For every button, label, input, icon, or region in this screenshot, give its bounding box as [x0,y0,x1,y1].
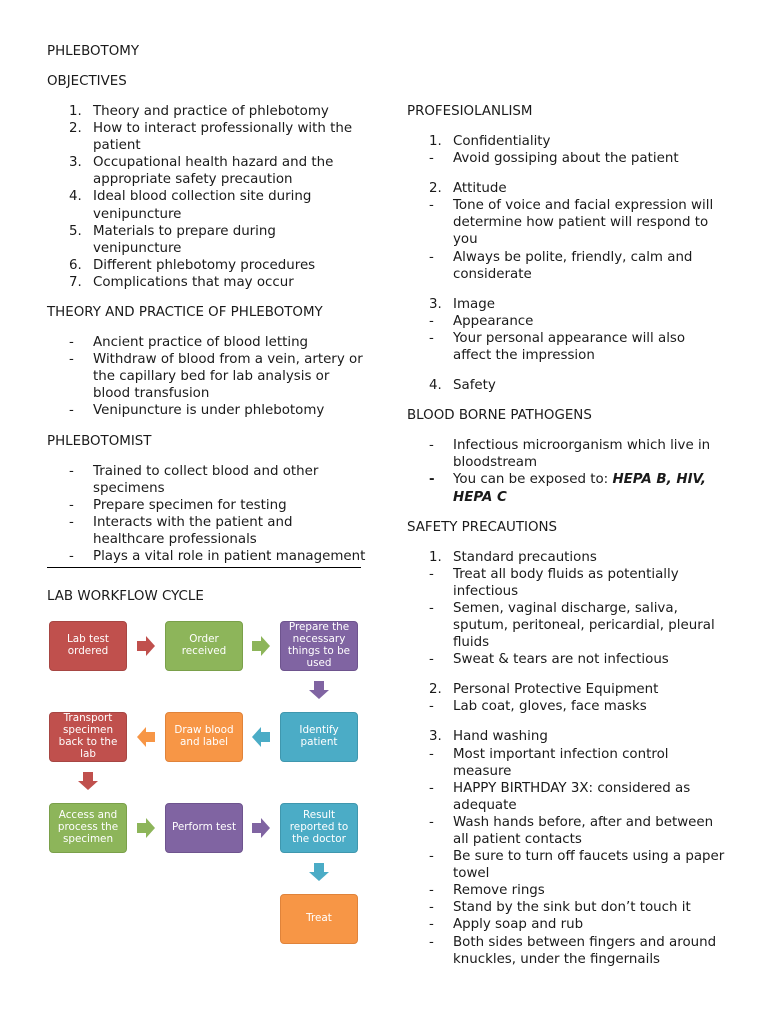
list-item: - Avoid gossiping about the patient [429,151,679,167]
list-item: - Tone of voice and facial expression will determine how patient will respond to you [429,198,714,248]
list-item: 3. Image [429,296,495,312]
safety-heading: SAFETY PRECAUTIONS [407,519,558,535]
safety-section-2 [407,681,727,715]
step-access-process: Access and process the specimen [49,803,127,853]
list-item: - Apply soap and rub [429,917,584,933]
list-item: - Sweat & tears are not infectious [429,652,669,668]
arrow-left-icon [251,727,271,747]
list-item: 5. Materials to prepare during venipuncture [69,223,276,256]
list-item: - Most important infection control measure [429,746,669,779]
phlebotomist-list [47,463,367,566]
bloodborne-heading: BLOOD BORNE PATHOGENS [407,408,592,424]
list-item: 1. Confidentiality [429,134,551,149]
list-item: - Lab coat, gloves, face masks [429,699,647,715]
arrow-down-icon [78,771,98,791]
arrow-left-icon [136,727,156,747]
list-item: - Remove rings [429,883,545,899]
step-lab-test-ordered: Lab test ordered [49,621,127,671]
list-item: - Your personal appearance will also affect the impression [429,330,686,364]
professionalism-section-3 [407,296,727,364]
list-item: 2. How to interact professionally with the patient [69,121,353,154]
list-item: - Both sides between fingers and around knuckles, under the fingernails [429,934,717,967]
theory-heading: THEORY AND PRACTICE OF PHLEBOTOMY [47,305,323,321]
theory-list [47,334,367,419]
step-identify-patient: Identify patient [280,712,358,762]
step-order-received: Order received [165,621,243,671]
step-draw-blood: Draw blood and label [165,712,243,762]
objectives-heading: OBJECTIVES [47,74,127,89]
left-column [47,43,367,618]
list-item: 4. Safety [429,378,496,394]
list-item: 1. Standard precautions [429,549,597,565]
list-item: - Prepare specimen for testing [69,497,287,513]
list-item: 1. Theory and practice of phlebotomy [69,104,329,119]
arrow-down-icon [309,680,329,700]
page-title: PHLEBOTOMY [47,44,140,59]
list-item: - Ancient practice of blood letting [69,335,309,351]
arrow-right-icon [251,818,271,838]
list-item: 3. Hand washing [429,729,548,745]
safety-section-1 [407,549,727,669]
list-item: - Appearance [429,313,534,329]
list-item: 6. Different phlebotomy procedures [69,257,316,273]
phlebotomist-heading: PHLEBOTOMIST [47,433,152,449]
step-result-reported: Result reported to the doctor [280,803,358,853]
list-item: 2. Personal Protective Equipment [429,682,659,698]
bloodborne-list [407,437,727,505]
list-item: 4. Ideal blood collection site during venipuncture [69,189,312,222]
professionalism-heading: PROFESIOLANLISM [407,104,533,119]
arrow-right-icon [136,636,156,656]
lab-workflow-heading: LAB WORKFLOW CYCLE [47,589,204,605]
list-item: 3. Occupational health hazard and the appropriate safety precaution [69,155,334,188]
professionalism-section-1 [407,133,727,167]
arrow-down-icon [309,862,329,882]
professionalism-section-4 [407,377,727,394]
step-transport-specimen: Transport specimen back to the lab [49,712,127,762]
list-item: - You can be exposed to: HEPA B, HIV, HEPA C [429,472,706,505]
arrow-right-icon [136,818,156,838]
step-perform-test: Perform test [165,803,243,853]
list-item: - Trained to collect blood and other specimens [69,463,319,496]
step-prepare-things: Prepare the necessary things to be used [280,621,358,671]
right-column [407,103,727,968]
list-item: - Semen, vaginal discharge, saliva, sputum, peritoneal, pericardial, pleural fluids [429,600,715,651]
list-item: - Treat all body fluids as potentially infectious [429,566,679,599]
list-item: - Always be polite, friendly, calm and considerate [429,249,693,282]
list-item: - Interacts with the patient and healthcare professionals [69,514,293,547]
list-item: - Wash hands before, after and between all patient contacts [429,814,714,847]
arrow-right-icon [251,636,271,656]
list-item: - HAPPY BIRTHDAY 3X: considered as adequate [429,780,691,813]
list-item: 7. Complications that may occur [69,274,294,290]
safety-section-3 [407,728,727,967]
list-item: - Withdraw of blood from a vein, artery or the capillary bed for lab analysis or blood transfusion [69,352,363,402]
professionalism-section-2 [407,180,727,283]
list-item: - Stand by the sink but don’t touch it [429,900,691,916]
list-item: - Venipuncture is under phlebotomy [69,403,325,419]
lab-workflow-diagram [47,616,367,951]
list-item: - Plays a vital role in patient management [69,548,366,564]
list-item: - Be sure to turn off faucets using a paper towel [429,849,725,882]
objectives-list [47,103,367,291]
divider [47,567,361,568]
list-item: - Infectious microorganism which live in bloodstream [429,438,711,471]
step-treat: Treat [280,894,358,944]
list-item: 2. Attitude [429,181,507,197]
